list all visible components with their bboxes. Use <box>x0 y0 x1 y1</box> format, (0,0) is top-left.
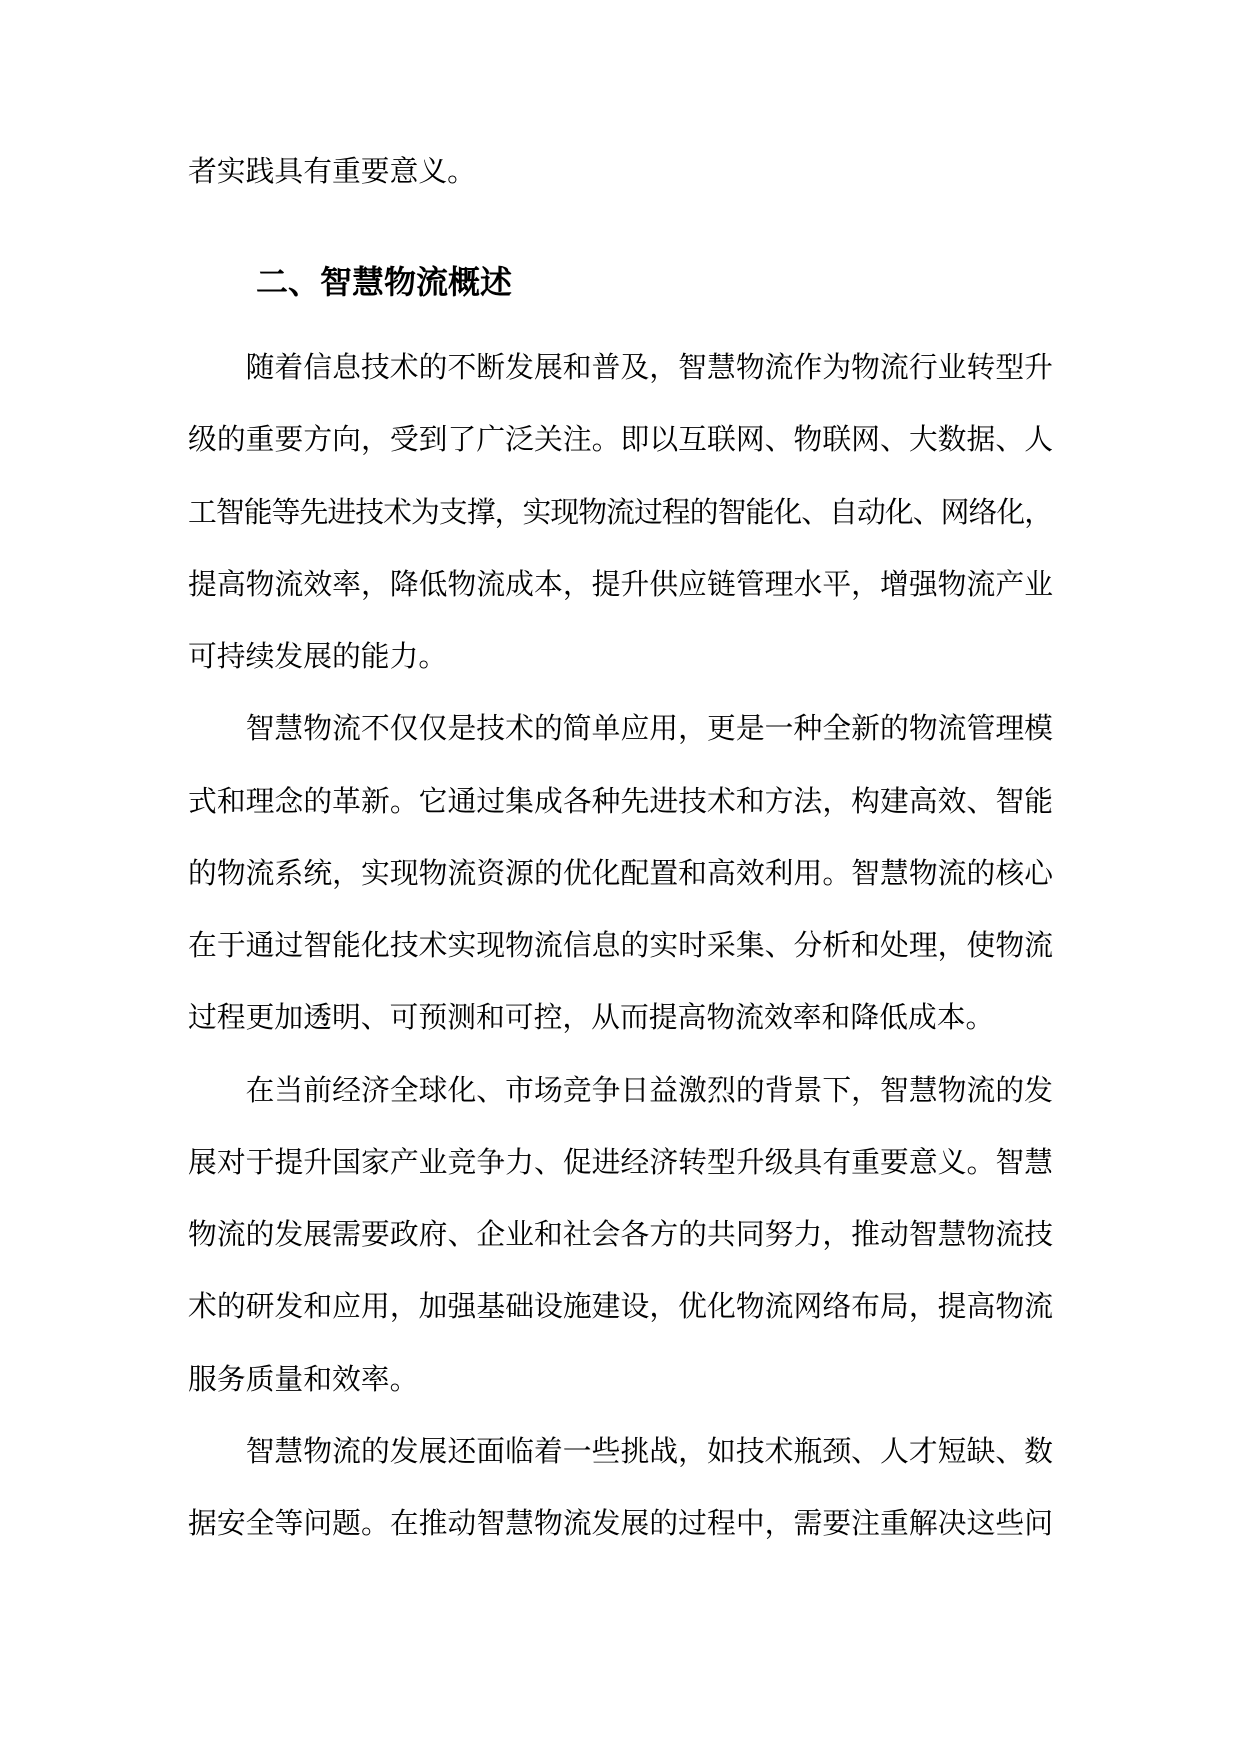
paragraph-3 <box>188 1055 1053 1416</box>
paragraph-line: 可持续发展的能力。 <box>188 641 448 673</box>
previous-paragraph-tail <box>188 136 1053 208</box>
section-body <box>188 332 1053 1560</box>
paragraph-line: 提高物流效率，降低物流成本，提升供应链管理水平，增强物流产业 <box>188 568 1054 601</box>
paragraph-line: 在当前经济全球化、市场竞争日益激烈的背景下，智慧物流的发 <box>245 1074 1054 1107</box>
paragraph-line: 智慧物流不仅仅是技术的简单应用，更是一种全新的物流管理模 <box>245 713 1054 746</box>
paragraph-line: 物流的发展需要政府、企业和社会各方的共同努力，推动智慧物流技 <box>188 1219 1054 1251</box>
paragraph-4 <box>188 1416 1053 1561</box>
paragraph-line: 智慧物流的发展还面临着一些挑战，如技术瓶颈、人才短缺、数 <box>245 1435 1054 1468</box>
paragraph-line: 展对于提升国家产业竞争力、促进经济转型升级具有重要意义。智慧 <box>188 1146 1054 1179</box>
paragraph-line: 据安全等问题。在推动智慧物流发展的过程中，需要注重解决这些问 <box>188 1508 1054 1540</box>
paragraph-line: 过程更加透明、可预测和可控，从而提高物流效率和降低成本。 <box>188 1002 995 1035</box>
paragraph-line: 在于通过智能化技术实现物流信息的实时采集、分析和处理，使物流 <box>188 930 1054 962</box>
paragraph-2 <box>188 693 1053 1054</box>
paragraph-line: 的物流系统，实现物流资源的优化配置和高效利用。智慧物流的核心 <box>188 857 1054 890</box>
paragraph-line: 工智能等先进技术为支撑，实现物流过程的智能化、自动化、网络化， <box>188 496 1053 529</box>
paragraph-line: 级的重要方向，受到了广泛关注。即以互联网、物联网、大数据、人 <box>188 424 1054 457</box>
paragraph-line: 服务质量和效率。 <box>188 1363 419 1396</box>
paragraph-line: 者实践具有重要意义。 <box>188 156 476 188</box>
paragraph-line: 式和理念的革新。它通过集成各种先进技术和方法，构建高效、智能 <box>188 785 1054 818</box>
section-heading: 二、智慧物流概述 <box>256 264 513 300</box>
paragraph-line: 术的研发和应用，加强基础设施建设，优化物流网络布局，提高物流 <box>188 1291 1054 1324</box>
paragraph-line: 随着信息技术的不断发展和普及，智慧物流作为物流行业转型升 <box>245 352 1054 384</box>
paragraph-1 <box>188 332 1053 693</box>
